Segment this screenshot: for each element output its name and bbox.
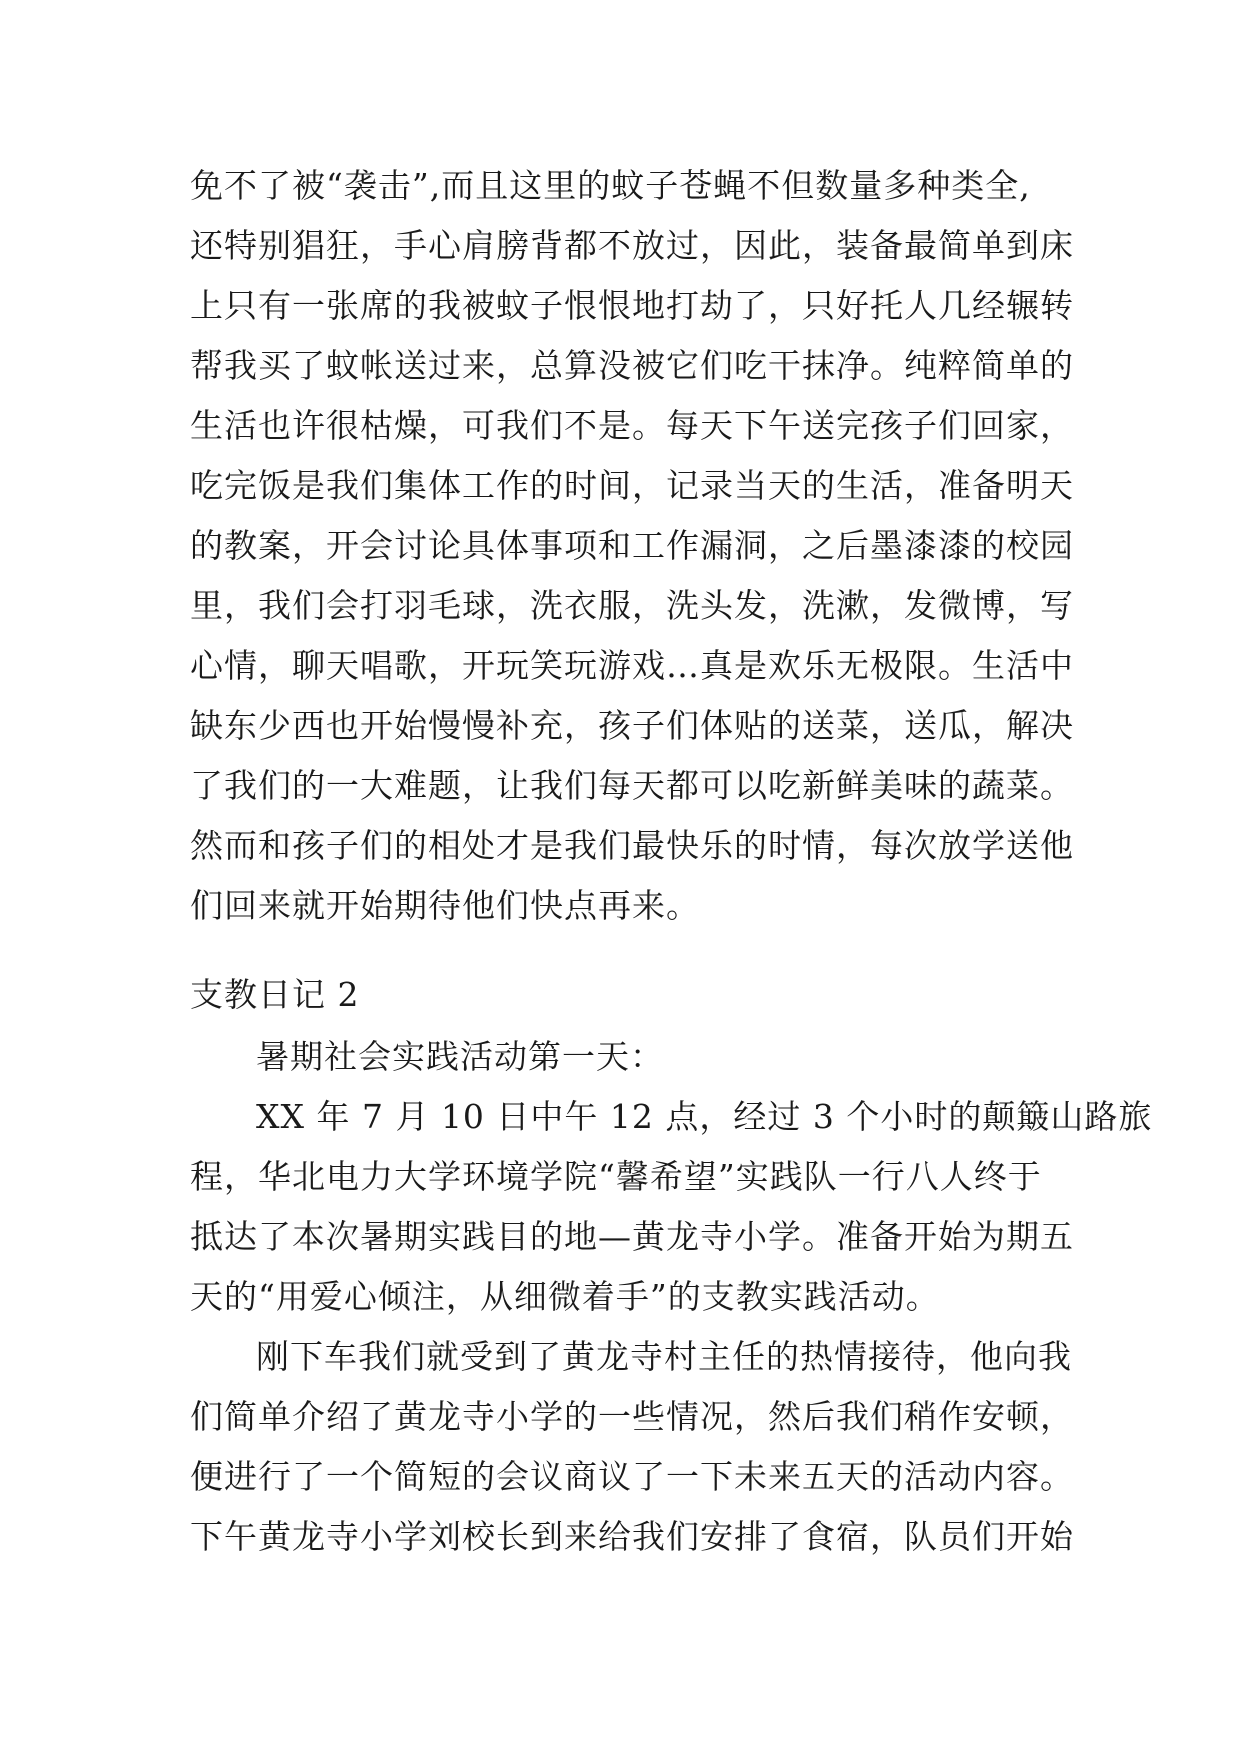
diary-2-section (190, 1027, 1153, 1567)
text-line: 免不了被“袭击”,而且这里的蚊子苍蝇不但数量多种类全, (190, 166, 1031, 205)
text-line: 生活也许很枯燥，可我们不是。每天下午送完孩子们回家， (190, 406, 1074, 445)
text-line: 便进行了一个简短的会议商议了一下未来五天的活动内容。 (190, 1457, 1074, 1496)
text-line: 里，我们会打羽毛球，洗衣服，洗头发，洗漱，发微博，写 (190, 586, 1074, 625)
text-line: 程，华北电力大学环境学院“馨希望”实践队一行八人终于 (190, 1157, 1042, 1196)
text-line: 上只有一张席的我被蚊子恨恨地打劫了，只好托人几经辗转 (190, 286, 1074, 325)
text-line: XX 年 7 月 10 日中午 12 点，经过 3 个小时的颠簸山路旅 (256, 1097, 1153, 1136)
text-line: 心情，聊天唱歌，开玩笑玩游戏…真是欢乐无极限。生活中 (190, 646, 1074, 685)
text-line: 们回来就开始期待他们快点再来。 (190, 886, 700, 925)
text-line: 然而和孩子们的相处才是我们最快乐的时情，每次放学送他 (190, 826, 1074, 865)
text-line: 抵达了本次暑期实践目的地—黄龙寺小学。准备开始为期五 (190, 1217, 1074, 1256)
section-subtitle: 暑期社会实践活动第一天： (256, 1037, 664, 1076)
text-line: 天的“用爱心倾注，从细微着手”的支教实践活动。 (190, 1277, 940, 1316)
text-line: 的教案，开会讨论具体事项和工作漏洞，之后墨漆漆的校园 (190, 526, 1074, 565)
paragraph-mosquito-life (190, 156, 1074, 936)
diary-heading-block (190, 965, 1070, 1025)
text-line: 吃完饭是我们集体工作的时间，记录当天的生活，准备明天 (190, 466, 1074, 505)
text-line: 了我们的一大难题，让我们每天都可以吃新鲜美味的蔬菜。 (190, 766, 1074, 805)
text-line: 刚下车我们就受到了黄龙寺村主任的热情接待，他向我 (256, 1337, 1072, 1376)
text-line: 们简单介绍了黄龙寺小学的一些情况，然后我们稍作安顿， (190, 1397, 1074, 1436)
text-line: 下午黄龙寺小学刘校长到来给我们安排了食宿，队员们开始 (190, 1517, 1074, 1556)
text-line: 还特别猖狂，手心肩膀背都不放过，因此，装备最简单到床 (190, 226, 1074, 265)
text-line: 缺东少西也开始慢慢补充，孩子们体贴的送菜，送瓜，解决 (190, 706, 1074, 745)
section-heading: 支教日记 2 (190, 975, 360, 1014)
text-line: 帮我买了蚊帐送过来，总算没被它们吃干抹净。纯粹简单的 (190, 346, 1074, 385)
